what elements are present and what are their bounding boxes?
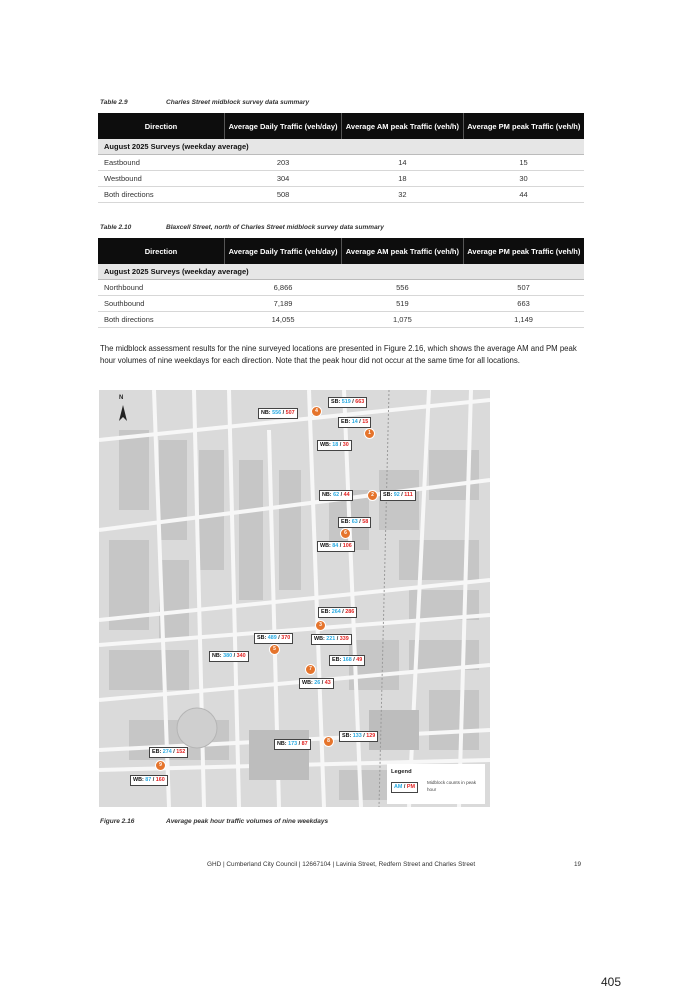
label-pm: 370 xyxy=(281,635,291,641)
label-am: 87 xyxy=(145,777,152,783)
location-marker: 4 xyxy=(311,406,322,417)
label-am: 489 xyxy=(267,635,277,641)
map-label: WB: 221 / 339 xyxy=(311,634,352,645)
label-direction: WB: xyxy=(302,680,313,686)
header-pm: Average PM peak Traffic (veh/h) xyxy=(463,238,584,264)
label-am: 84 xyxy=(332,543,339,549)
cell-direction: Eastbound xyxy=(98,155,225,171)
map-label: SB: 92 / 111 xyxy=(380,490,416,501)
label-am: 519 xyxy=(341,399,351,405)
legend-am: AM xyxy=(394,784,403,790)
label-pm: 340 xyxy=(236,653,246,659)
table-title: Blaxcell Street, north of Charles Street midblock survey data summary xyxy=(166,224,384,231)
label-direction: NB: xyxy=(261,410,271,416)
cell-am: 556 xyxy=(342,280,463,296)
table-group-row xyxy=(98,264,584,280)
table-row xyxy=(98,187,584,203)
north-arrow-icon xyxy=(117,403,129,423)
cell-daily: 304 xyxy=(225,171,342,187)
page-number: 19 xyxy=(574,861,582,868)
table-group-row xyxy=(98,139,584,155)
charles-street-table xyxy=(98,113,584,203)
cell-direction: Southbound xyxy=(98,296,225,312)
label-direction: EB: xyxy=(332,657,342,663)
label-am: 133 xyxy=(352,733,362,739)
cell-am: 14 xyxy=(342,155,463,171)
label-pm: 152 xyxy=(176,749,186,755)
table-row xyxy=(98,280,584,296)
label-am: 63 xyxy=(351,519,358,525)
label-direction: SB: xyxy=(342,733,352,739)
blaxcell-street-table xyxy=(98,238,584,328)
cell-pm: 507 xyxy=(463,280,584,296)
cell-daily: 203 xyxy=(225,155,342,171)
table-number: Table 2.9 xyxy=(100,99,128,106)
cell-direction: Westbound xyxy=(98,171,225,187)
label-am: 62 xyxy=(333,492,340,498)
location-marker: 9 xyxy=(155,760,166,771)
label-pm: 49 xyxy=(356,657,363,663)
label-direction: WB: xyxy=(320,442,331,448)
cell-pm: 663 xyxy=(463,296,584,312)
label-am: 221 xyxy=(326,636,336,642)
cell-daily: 14,055 xyxy=(225,312,342,328)
group-label: August 2025 Surveys (weekday average) xyxy=(98,139,584,155)
label-direction: WB: xyxy=(314,636,325,642)
map-label: EB: 274 / 152 xyxy=(149,747,188,758)
header-daily: Average Daily Traffic (veh/day) xyxy=(225,113,342,139)
label-pm: 58 xyxy=(362,519,369,525)
label-direction: SB: xyxy=(257,635,267,641)
label-pm: 663 xyxy=(355,399,365,405)
map-label: WB: 26 / 43 xyxy=(299,678,334,689)
label-pm: 106 xyxy=(342,543,352,549)
header-pm: Average PM peak Traffic (veh/h) xyxy=(463,113,584,139)
cell-daily: 6,866 xyxy=(225,280,342,296)
label-direction: SB: xyxy=(331,399,341,405)
cell-pm: 15 xyxy=(463,155,584,171)
table-title: Charles Street midblock survey data summary xyxy=(166,99,310,106)
cell-am: 519 xyxy=(342,296,463,312)
header-direction: Direction xyxy=(98,113,225,139)
label-am: 92 xyxy=(393,492,400,498)
map-label: NB: 173 / 87 xyxy=(274,739,311,750)
table-number: Table 2.10 xyxy=(100,224,132,231)
cell-direction: Both directions xyxy=(98,187,225,203)
label-direction: EB: xyxy=(341,419,351,425)
label-pm: 15 xyxy=(362,419,369,425)
table-row xyxy=(98,296,584,312)
label-pm: 129 xyxy=(366,733,376,739)
legend-title: Legend xyxy=(391,769,412,775)
label-pm: 30 xyxy=(342,442,349,448)
table-caption xyxy=(100,224,384,231)
table-row xyxy=(98,171,584,187)
table-header-row xyxy=(98,238,584,264)
location-marker: 3 xyxy=(315,620,326,631)
label-pm: 44 xyxy=(343,492,350,498)
label-pm: 111 xyxy=(404,492,413,498)
location-marker: 1 xyxy=(364,428,375,439)
label-am: 14 xyxy=(351,419,358,425)
label-pm: 160 xyxy=(155,777,165,783)
label-direction: EB: xyxy=(321,609,331,615)
map-label: WB: 87 / 160 xyxy=(130,775,168,786)
map-label: NB: 556 / 507 xyxy=(258,408,298,419)
legend-separator: / xyxy=(402,784,407,790)
label-direction: WB: xyxy=(320,543,331,549)
legend-description: Midblock counts in peak hour xyxy=(427,780,477,792)
map-label: NB: 62 / 44 xyxy=(319,490,353,501)
label-direction: NB: xyxy=(277,741,287,747)
figure-number: Figure 2.16 xyxy=(100,818,135,825)
header-direction: Direction xyxy=(98,238,225,264)
map-label: SB: 133 / 129 xyxy=(339,731,378,742)
header-daily: Average Daily Traffic (veh/day) xyxy=(225,238,342,264)
label-pm: 507 xyxy=(285,410,295,416)
label-direction: NB: xyxy=(212,653,222,659)
table-row xyxy=(98,312,584,328)
legend-pm: PM xyxy=(406,784,415,790)
header-am: Average AM peak Traffic (veh/h) xyxy=(342,238,463,264)
cell-pm: 44 xyxy=(463,187,584,203)
location-marker: 5 xyxy=(269,644,280,655)
label-pm: 286 xyxy=(345,609,355,615)
label-direction: EB: xyxy=(341,519,351,525)
page-footer: GHD | Cumberland City Council | 12667104 | Lavinia Street, Redfern Street and Charles Street xyxy=(207,861,476,868)
label-am: 264 xyxy=(331,609,341,615)
header-am: Average AM peak Traffic (veh/h) xyxy=(342,113,463,139)
location-marker: 6 xyxy=(340,528,351,539)
label-am: 556 xyxy=(272,410,282,416)
label-direction: EB: xyxy=(152,749,162,755)
map-label: EB: 168 / 49 xyxy=(329,655,365,666)
cell-direction: Northbound xyxy=(98,280,225,296)
group-label: August 2025 Surveys (weekday average) xyxy=(98,264,584,280)
map-label: WB: 84 / 106 xyxy=(317,541,355,552)
map-legend xyxy=(387,764,485,804)
cell-am: 18 xyxy=(342,171,463,187)
location-marker: 7 xyxy=(305,664,316,675)
location-marker: 2 xyxy=(367,490,378,501)
location-marker: 8 xyxy=(323,736,334,747)
map-label: SB: 489 / 370 xyxy=(254,633,293,644)
table-header-row xyxy=(98,113,584,139)
label-pm: 339 xyxy=(339,636,349,642)
label-direction: SB: xyxy=(383,492,393,498)
label-am: 274 xyxy=(162,749,172,755)
cell-am: 32 xyxy=(342,187,463,203)
map-label: NB: 380 / 340 xyxy=(209,651,249,662)
cell-pm: 30 xyxy=(463,171,584,187)
label-am: 380 xyxy=(223,653,233,659)
figure-title: Average peak hour traffic volumes of nine weekdays xyxy=(166,818,329,825)
cell-daily: 7,189 xyxy=(225,296,342,312)
cell-pm: 1,149 xyxy=(463,312,584,328)
table-caption xyxy=(100,99,309,106)
label-pm: 87 xyxy=(301,741,308,747)
cell-daily: 508 xyxy=(225,187,342,203)
map-label: WB: 18 / 30 xyxy=(317,440,352,451)
label-pm: 43 xyxy=(324,680,331,686)
map-label: EB: 14 / 15 xyxy=(338,417,371,428)
north-label: N xyxy=(119,395,124,401)
label-direction: WB: xyxy=(133,777,144,783)
traffic-volume-map xyxy=(99,390,490,807)
body-paragraph: The midblock assessment results for the nine surveyed locations are presented in Figure 2.16, which shows the average AM and PM peak hour volumes of nine weekdays for each direction. Note that the peak hour did not occur at the same time for all locations. xyxy=(100,344,577,365)
map-label: EB: 63 / 58 xyxy=(338,517,371,528)
cell-am: 1,075 xyxy=(342,312,463,328)
table-row xyxy=(98,155,584,171)
cell-direction: Both directions xyxy=(98,312,225,328)
label-direction: NB: xyxy=(322,492,332,498)
label-am: 26 xyxy=(314,680,321,686)
label-am: 18 xyxy=(332,442,339,448)
map-label: EB: 264 / 286 xyxy=(318,607,357,618)
legend-swatch xyxy=(391,782,418,793)
label-am: 173 xyxy=(288,741,298,747)
figure-caption xyxy=(100,818,328,825)
label-am: 168 xyxy=(342,657,352,663)
document-page-stamp: 405 xyxy=(601,975,622,989)
map-label: SB: 519 / 663 xyxy=(328,397,367,408)
